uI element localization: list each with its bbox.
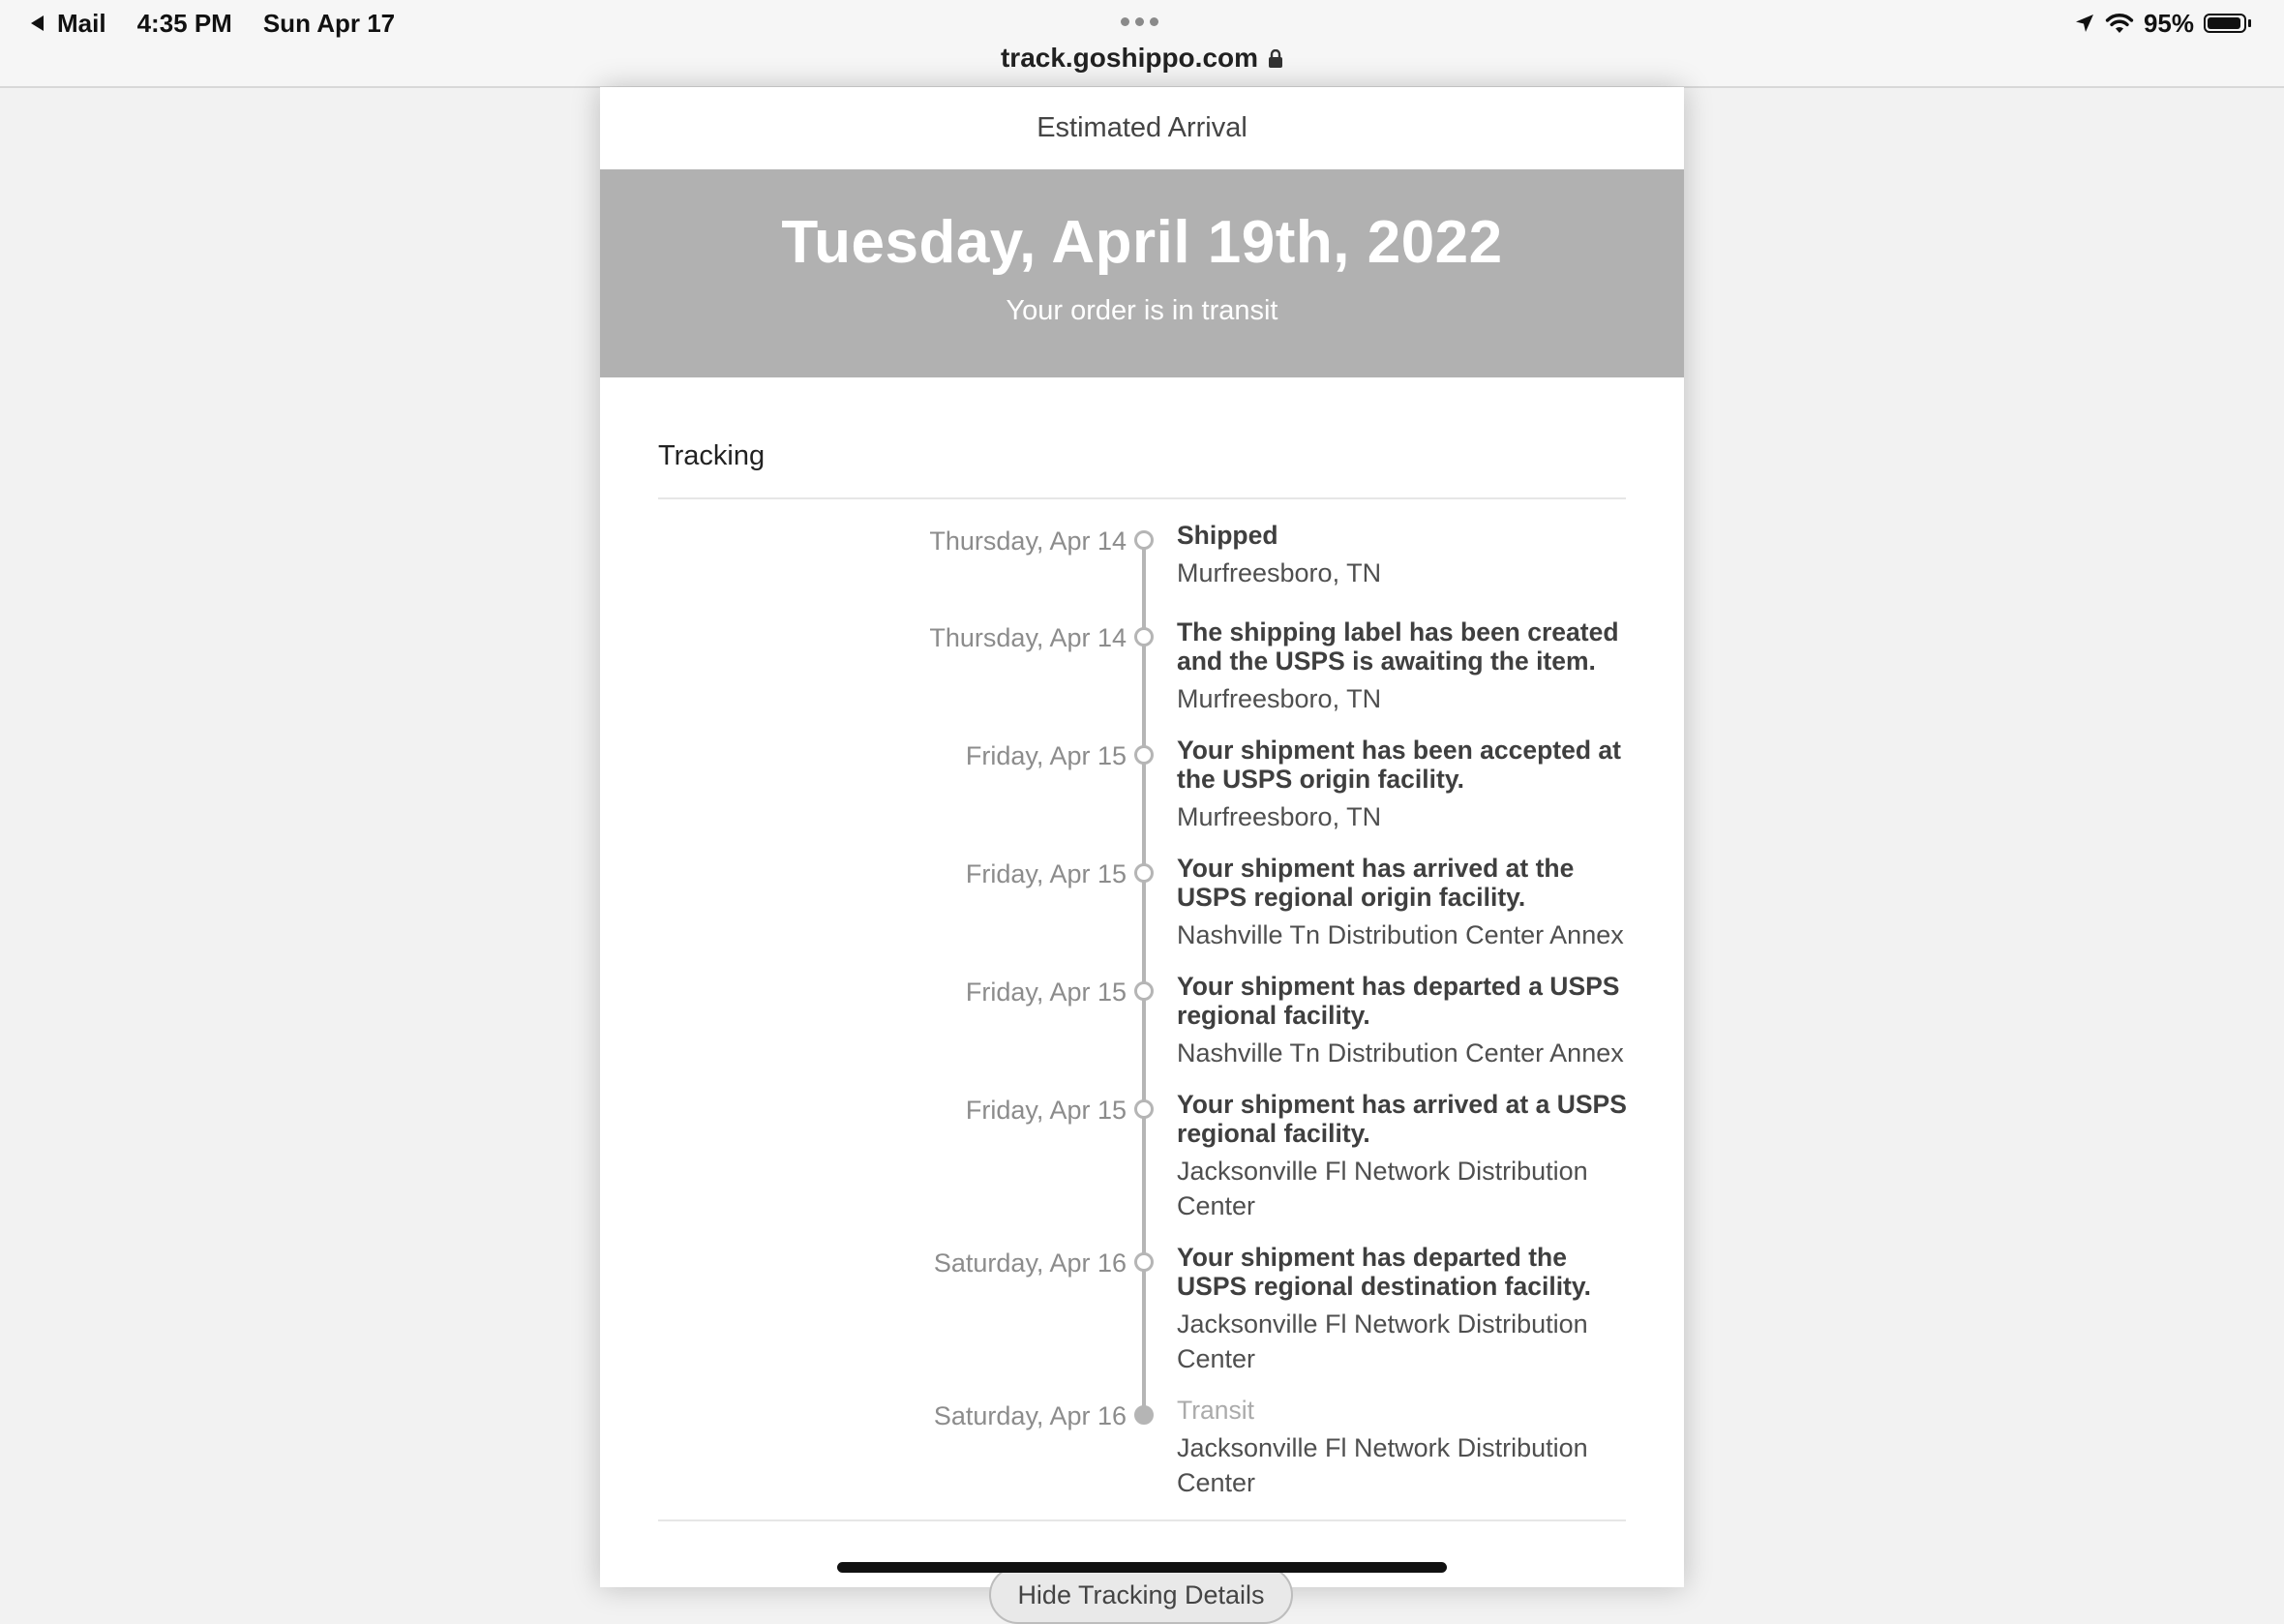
timeline-dot-icon [1134,627,1154,647]
hide-tracking-details-button[interactable]: Hide Tracking Details [989,1566,1293,1624]
home-indicator[interactable] [837,1562,1447,1573]
event-title: Your shipment has arrived at the USPS regional origin facility. [1177,854,1575,912]
event-location: Jacksonville Fl Network Distribution Center [1177,1157,1588,1220]
event-title: Your shipment has departed the USPS regional destination facility. [1177,1243,1592,1301]
event-date: Friday, Apr 15 [965,741,1127,770]
status-left [31,8,395,39]
event-title: Your shipment has arrived at a USPS regional facility. [1177,1090,1627,1148]
event-location: Murfreesboro, TN [1177,802,1382,831]
event-location: Murfreesboro, TN [1177,684,1382,713]
arrival-banner [600,169,1684,377]
event-date: Friday, Apr 15 [965,859,1127,888]
event-location: Nashville Tn Distribution Center Annex [1177,1038,1624,1068]
arrival-date: Tuesday, April 19th, 2022 [781,209,1503,276]
url-text[interactable]: track.goshippo.com [1000,43,1259,73]
lock-icon [1268,49,1283,69]
event-date: Saturday, Apr 16 [933,1401,1127,1430]
event-title: Transit [1177,1396,1255,1425]
estimated-arrival-label: Estimated Arrival [1037,112,1247,143]
event-date: Saturday, Apr 16 [933,1248,1127,1278]
divider-top [658,497,1626,499]
timeline-dot-icon [1134,745,1154,765]
timeline-dot-icon [1134,863,1154,883]
event-date: Friday, Apr 15 [965,1096,1127,1125]
event-date: Friday, Apr 15 [965,977,1127,1007]
event-date: Thursday, Apr 14 [929,623,1127,652]
multitasking-dots-icon[interactable] [1121,17,1158,26]
timeline-line [1142,542,1146,1413]
event-body [1177,1090,1632,1223]
order-status: Your order is in transit [1006,295,1278,326]
battery-percent: 95% [2143,8,2194,38]
wifi-icon [2105,12,2134,35]
event-body [1177,1396,1632,1500]
current-status-dot-icon [1134,1405,1154,1425]
tracking-heading: Tracking [658,440,766,471]
event-body [1177,972,1632,1070]
event-body [1177,736,1632,834]
back-arrow-icon[interactable] [31,15,44,31]
status-bar [0,0,2284,88]
status-date: Sun Apr 17 [262,8,396,38]
event-title: Shipped [1177,521,1278,550]
status-time: 4:35 PM [136,8,232,38]
timeline-dot-icon [1134,530,1154,550]
location-arrow-icon [2074,13,2095,34]
back-to-app-link[interactable]: Mail [57,8,106,38]
tracking-card [600,87,1684,1587]
event-title: Your shipment has departed a USPS regional facility. [1177,972,1620,1030]
address-bar[interactable] [0,41,2284,75]
divider-bottom [658,1519,1626,1521]
timeline-dot-icon [1134,1099,1154,1119]
event-body [1177,1243,1632,1376]
event-location: Jacksonville Fl Network Distribution Center [1177,1309,1588,1373]
status-right [2074,8,2251,39]
timeline-dot-icon [1134,1252,1154,1272]
timeline-dot-icon [1134,981,1154,1001]
event-location: Murfreesboro, TN [1177,558,1382,587]
battery-icon [2204,14,2251,33]
event-location: Jacksonville Fl Network Distribution Center [1177,1433,1588,1497]
event-date: Thursday, Apr 14 [929,526,1127,556]
event-location: Nashville Tn Distribution Center Annex [1177,920,1624,949]
event-body [1177,617,1632,716]
event-body [1177,521,1632,590]
event-title: The shipping label has been created and the USPS is awaiting the item. [1177,617,1619,676]
event-body [1177,854,1632,952]
event-title: Your shipment has been accepted at the USPS origin facility. [1177,736,1621,794]
